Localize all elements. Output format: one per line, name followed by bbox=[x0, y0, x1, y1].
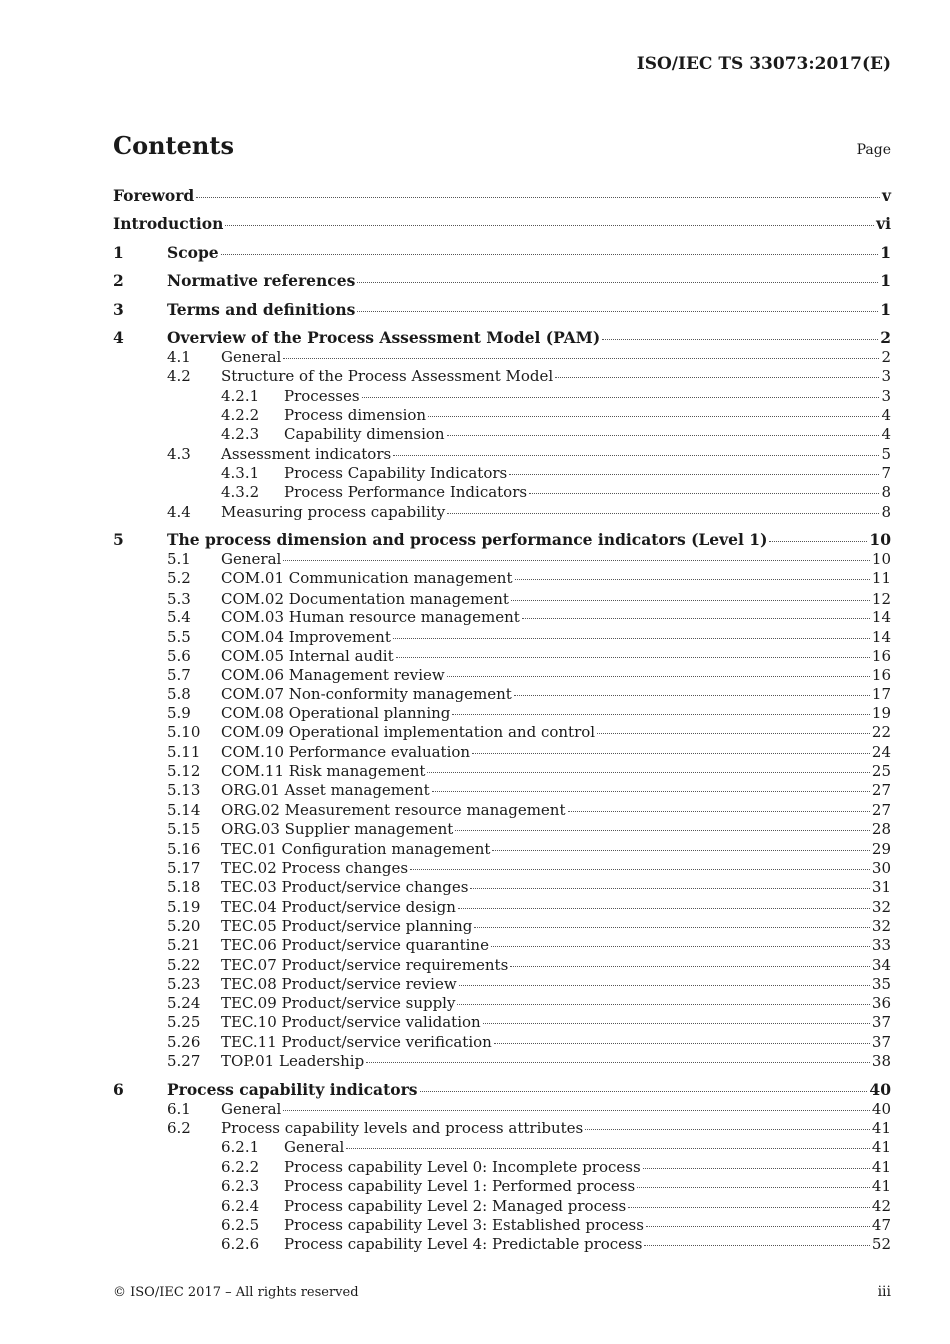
toc-entry-title: Assessment indicators bbox=[221, 445, 392, 463]
toc-entry-title: Processes bbox=[284, 387, 360, 405]
toc-entry-title: ORG.03 Supplier management bbox=[221, 820, 454, 838]
toc-entry-title: TEC.02 Process changes bbox=[221, 859, 409, 877]
toc-entry-page: 4 bbox=[881, 406, 891, 424]
toc-entry-page: 37 bbox=[871, 1033, 891, 1051]
toc-entry-page: 5 bbox=[881, 445, 891, 463]
toc-entry-title: ORG.02 Measurement resource management bbox=[221, 801, 566, 819]
document-id: ISO/IEC TS 33073:2017(E) bbox=[636, 54, 891, 74]
toc-entry-title: Process capability Level 1: Performed process bbox=[284, 1177, 636, 1195]
toc-entry-page: 24 bbox=[871, 743, 891, 761]
toc-entry[interactable] bbox=[113, 444, 891, 464]
toc-entry-page: 41 bbox=[871, 1119, 891, 1137]
toc-entry-title: COM.03 Human resource management bbox=[221, 608, 520, 626]
toc-leader-dots bbox=[474, 926, 870, 928]
toc-entry-title: COM.01 Communication management bbox=[221, 569, 513, 587]
toc-entry[interactable] bbox=[113, 1051, 891, 1071]
toc-entry-number: 5.10 bbox=[167, 723, 201, 741]
toc-entry-page: 36 bbox=[871, 994, 891, 1012]
toc-entry-title: TEC.07 Product/service requirements bbox=[221, 956, 509, 974]
toc-entry-title: General bbox=[221, 1100, 282, 1118]
toc-leader-dots bbox=[597, 732, 870, 734]
toc-entry-page: 41 bbox=[871, 1138, 891, 1156]
toc-entry-page: v bbox=[881, 186, 891, 205]
toc-entry[interactable] bbox=[113, 1176, 891, 1196]
toc-entry[interactable] bbox=[113, 347, 891, 367]
toc-entry-number: 5.7 bbox=[167, 666, 191, 684]
toc-entry[interactable] bbox=[113, 1137, 891, 1157]
toc-leader-dots bbox=[283, 559, 870, 561]
toc-entry[interactable] bbox=[113, 684, 891, 704]
toc-leader-dots bbox=[483, 1022, 870, 1024]
toc-entry-page: 1 bbox=[880, 271, 891, 290]
toc-entry-page: 42 bbox=[871, 1197, 891, 1215]
toc-entry-page: 41 bbox=[871, 1158, 891, 1176]
toc-leader-dots bbox=[510, 965, 870, 967]
toc-entry-page: 32 bbox=[871, 898, 891, 916]
toc-entry[interactable] bbox=[113, 722, 891, 742]
toc-entry-title: COM.02 Documentation management bbox=[221, 590, 509, 608]
toc-entry-number: 4 bbox=[113, 328, 124, 347]
toc-entry-number: 5.19 bbox=[167, 898, 201, 916]
toc-leader-dots bbox=[283, 357, 879, 359]
toc-entry[interactable] bbox=[113, 877, 891, 897]
toc-entry-page: 32 bbox=[871, 917, 891, 935]
toc-entry-number: 5.9 bbox=[167, 704, 191, 722]
toc-entry[interactable] bbox=[113, 366, 891, 386]
toc-entry-page: 30 bbox=[871, 859, 891, 877]
toc-entry-page: 3 bbox=[881, 387, 891, 405]
toc-entry-page: 8 bbox=[881, 503, 891, 521]
toc-entry-page: 38 bbox=[871, 1052, 891, 1070]
toc-entry[interactable] bbox=[113, 839, 891, 859]
toc-entry-number: 5.24 bbox=[167, 994, 201, 1012]
toc-entry-page: 27 bbox=[871, 781, 891, 799]
toc-entry-title: Process capability Level 0: Incomplete process bbox=[284, 1158, 641, 1176]
toc-leader-dots bbox=[393, 454, 879, 456]
contents-title: Contents bbox=[113, 131, 234, 160]
toc-entry-number: 4.3.1 bbox=[221, 464, 260, 482]
toc-leader-dots bbox=[628, 1206, 870, 1208]
toc-entry[interactable] bbox=[113, 1234, 891, 1254]
toc-entry[interactable] bbox=[113, 1032, 891, 1052]
toc-entry-title: TEC.11 Product/service verification bbox=[221, 1033, 492, 1051]
toc-entry-number: 4.2.3 bbox=[221, 425, 260, 443]
toc-entry-number: 5.1 bbox=[167, 550, 191, 568]
toc-leader-dots bbox=[283, 1109, 870, 1111]
toc-entry-page: 40 bbox=[871, 1100, 891, 1118]
toc-entry-page: 2 bbox=[880, 328, 891, 347]
toc-entry-title: Process capability Level 3: Established process bbox=[284, 1216, 644, 1234]
toc-entry-title: COM.05 Internal audit bbox=[221, 647, 394, 665]
toc-entry-number: 5.23 bbox=[167, 975, 201, 993]
toc-entry[interactable] bbox=[113, 800, 891, 820]
footer-copyright: © ISO/IEC 2017 – All rights reserved bbox=[113, 1285, 359, 1300]
toc-leader-dots bbox=[420, 1090, 868, 1092]
toc-leader-dots bbox=[509, 473, 879, 475]
toc-entry-page: 47 bbox=[871, 1216, 891, 1234]
toc-leader-dots bbox=[602, 338, 878, 340]
toc-entry-title: General bbox=[284, 1138, 345, 1156]
toc-leader-dots bbox=[447, 512, 879, 514]
toc-entry-title: TEC.01 Configuration management bbox=[221, 840, 491, 858]
toc-entry-page: 10 bbox=[869, 530, 891, 549]
toc-entry[interactable] bbox=[113, 549, 891, 569]
toc-entry-title: COM.06 Management review bbox=[221, 666, 445, 684]
toc-entry-number: 5.6 bbox=[167, 647, 191, 665]
toc-entry-page: 10 bbox=[871, 550, 891, 568]
toc-leader-dots bbox=[459, 984, 870, 986]
toc-entry-number: 4.2.2 bbox=[221, 406, 260, 424]
toc-entry-number: 5.20 bbox=[167, 917, 201, 935]
toc-entry-title: COM.11 Risk management bbox=[221, 762, 426, 780]
toc-entry[interactable] bbox=[113, 1157, 891, 1177]
toc-entry-title: ORG.01 Asset management bbox=[221, 781, 430, 799]
toc-entry-number: 4.4 bbox=[167, 503, 191, 521]
toc-entry[interactable] bbox=[113, 186, 891, 206]
toc-entry-number: 6.2.4 bbox=[221, 1197, 260, 1215]
toc-leader-dots bbox=[366, 1061, 870, 1063]
toc-leader-dots bbox=[492, 849, 870, 851]
toc-entry-page: 1 bbox=[880, 300, 891, 319]
toc-leader-dots bbox=[555, 376, 879, 378]
footer-page-number: iii bbox=[877, 1284, 891, 1300]
page-column-label: Page bbox=[856, 142, 891, 158]
toc-leader-dots bbox=[470, 887, 869, 889]
toc-entry-number: 5.4 bbox=[167, 608, 191, 626]
toc-entry-number: 1 bbox=[113, 243, 124, 262]
toc-entry-page: 37 bbox=[871, 1013, 891, 1031]
toc-entry[interactable] bbox=[113, 1196, 891, 1216]
toc-entry-page: 22 bbox=[871, 723, 891, 741]
toc-leader-dots bbox=[494, 1042, 870, 1044]
toc-entry[interactable] bbox=[113, 463, 891, 483]
toc-entry-title: Structure of the Process Assessment Model bbox=[221, 367, 554, 385]
toc-entry-title: Scope bbox=[167, 243, 219, 262]
toc-entry-number: 5.22 bbox=[167, 956, 201, 974]
toc-leader-dots bbox=[644, 1244, 869, 1246]
toc-entry-number: 5.26 bbox=[167, 1033, 201, 1051]
toc-entry[interactable] bbox=[113, 300, 891, 320]
toc-entry[interactable] bbox=[113, 955, 891, 975]
toc-entry-page: 19 bbox=[871, 704, 891, 722]
toc-entry[interactable] bbox=[113, 1012, 891, 1032]
toc-leader-dots bbox=[643, 1167, 870, 1169]
toc-entry-title: Process capability indicators bbox=[167, 1080, 418, 1099]
toc-entry[interactable] bbox=[113, 974, 891, 994]
toc-entry-title: Capability dimension bbox=[284, 425, 445, 443]
toc-entry[interactable] bbox=[113, 761, 891, 781]
toc-leader-dots bbox=[529, 492, 879, 494]
toc-entry[interactable] bbox=[113, 780, 891, 800]
toc-entry-number: 5.5 bbox=[167, 628, 191, 646]
toc-leader-dots bbox=[646, 1225, 870, 1227]
toc-entry[interactable] bbox=[113, 627, 891, 647]
toc-entry-page: 27 bbox=[871, 801, 891, 819]
toc-entry-number: 5.11 bbox=[167, 743, 201, 761]
toc-entry-page: 29 bbox=[871, 840, 891, 858]
toc-leader-dots bbox=[357, 281, 878, 283]
toc-entry[interactable] bbox=[113, 993, 891, 1013]
toc-entry[interactable] bbox=[113, 1215, 891, 1235]
toc-entry-title: TEC.10 Product/service validation bbox=[221, 1013, 481, 1031]
toc-entry[interactable] bbox=[113, 819, 891, 839]
toc-leader-dots bbox=[346, 1147, 870, 1149]
toc-entry-number: 6.1 bbox=[167, 1100, 191, 1118]
toc-entry[interactable] bbox=[113, 386, 891, 406]
toc-entry[interactable] bbox=[113, 742, 891, 762]
toc-entry-page: 8 bbox=[881, 483, 891, 501]
toc-entry-title: TEC.03 Product/service changes bbox=[221, 878, 469, 896]
toc-entry-page: 1 bbox=[880, 243, 891, 262]
toc-leader-dots bbox=[428, 415, 879, 417]
toc-entry-title: Overview of the Process Assessment Model (PAM) bbox=[167, 328, 601, 347]
toc-entry-title: TEC.05 Product/service planning bbox=[221, 917, 473, 935]
toc-entry-number: 6.2 bbox=[167, 1119, 191, 1137]
toc-entry-number: 4.1 bbox=[167, 348, 191, 366]
toc-entry-number: 6.2.3 bbox=[221, 1177, 260, 1195]
toc-entry-number: 5.27 bbox=[167, 1052, 201, 1070]
toc-entry-number: 6.2.5 bbox=[221, 1216, 260, 1234]
toc-entry-page: 16 bbox=[871, 666, 891, 684]
toc-entry-number: 5.21 bbox=[167, 936, 201, 954]
toc-entry-number: 5.16 bbox=[167, 840, 201, 858]
toc-entry-page: 2 bbox=[881, 348, 891, 366]
toc-entry-number: 2 bbox=[113, 271, 124, 290]
toc-entry[interactable] bbox=[113, 703, 891, 723]
toc-entry-number: 5 bbox=[113, 530, 124, 549]
toc-entry-title: COM.04 Improvement bbox=[221, 628, 391, 646]
toc-leader-dots bbox=[196, 196, 880, 198]
toc-leader-dots bbox=[225, 224, 874, 226]
toc-entry-page: 16 bbox=[871, 647, 891, 665]
toc-entry-title: Terms and definitions bbox=[167, 300, 356, 319]
toc-leader-dots bbox=[515, 578, 870, 580]
toc-leader-dots bbox=[362, 396, 880, 398]
toc-leader-dots bbox=[447, 434, 880, 436]
toc-leader-dots bbox=[458, 907, 870, 909]
toc-entry[interactable] bbox=[113, 1080, 891, 1100]
toc-entry-page: 28 bbox=[871, 820, 891, 838]
toc-entry-title: TEC.06 Product/service quarantine bbox=[221, 936, 489, 954]
toc-entry-title: COM.08 Operational planning bbox=[221, 704, 451, 722]
toc-entry[interactable] bbox=[113, 328, 891, 348]
toc-entry[interactable] bbox=[113, 646, 891, 666]
toc-leader-dots bbox=[472, 752, 870, 754]
toc-entry[interactable] bbox=[113, 271, 891, 291]
toc-entry-number: 5.8 bbox=[167, 685, 191, 703]
toc-entry-number: 5.12 bbox=[167, 762, 201, 780]
toc-entry-number: 6 bbox=[113, 1080, 124, 1099]
toc-entry-number: 5.2 bbox=[167, 569, 191, 587]
toc-entry-number: 5.18 bbox=[167, 878, 201, 896]
toc-entry-title: Process Performance Indicators bbox=[284, 483, 528, 501]
toc-entry-page: vi bbox=[876, 214, 891, 233]
toc-entry-number: 5.17 bbox=[167, 859, 201, 877]
toc-entry-number: 6.2.1 bbox=[221, 1138, 260, 1156]
toc-entry-title: Introduction bbox=[113, 214, 224, 233]
toc-leader-dots bbox=[491, 945, 870, 947]
toc-leader-dots bbox=[452, 713, 870, 715]
toc-entry-number: 6.2.6 bbox=[221, 1235, 260, 1253]
toc-entry-page: 34 bbox=[871, 956, 891, 974]
toc-entry-page: 52 bbox=[871, 1235, 891, 1253]
toc-leader-dots bbox=[410, 868, 870, 870]
toc-leader-dots bbox=[357, 310, 878, 312]
toc-entry[interactable] bbox=[113, 1118, 891, 1138]
toc-leader-dots bbox=[514, 694, 870, 696]
toc-leader-dots bbox=[427, 771, 869, 773]
toc-entry[interactable] bbox=[113, 935, 891, 955]
toc-entry-number: 6.2.2 bbox=[221, 1158, 260, 1176]
toc-entry[interactable] bbox=[113, 502, 891, 522]
toc-entry-number: 3 bbox=[113, 300, 124, 319]
toc-entry-page: 31 bbox=[871, 878, 891, 896]
toc-leader-dots bbox=[393, 637, 870, 639]
toc-entry-title: General bbox=[221, 550, 282, 568]
toc-entry-number: 5.13 bbox=[167, 781, 201, 799]
toc-entry-title: TEC.08 Product/service review bbox=[221, 975, 457, 993]
toc-entry-title: Measuring process capability bbox=[221, 503, 446, 521]
toc-entry-number: 5.14 bbox=[167, 801, 201, 819]
toc-entry[interactable] bbox=[113, 568, 891, 588]
toc-leader-dots bbox=[457, 1003, 869, 1005]
toc-entry[interactable] bbox=[113, 214, 891, 234]
toc-entry-number: 5.25 bbox=[167, 1013, 201, 1031]
toc-leader-dots bbox=[585, 1128, 870, 1130]
toc-leader-dots bbox=[769, 540, 867, 542]
toc-entry-page: 4 bbox=[881, 425, 891, 443]
toc-entry-page: 7 bbox=[881, 464, 891, 482]
toc-entry-page: 25 bbox=[871, 762, 891, 780]
toc-entry-title: TEC.09 Product/service supply bbox=[221, 994, 456, 1012]
toc-entry[interactable] bbox=[113, 482, 891, 502]
toc-entry[interactable] bbox=[113, 897, 891, 917]
toc-entry-title: COM.07 Non-conformity management bbox=[221, 685, 512, 703]
toc-entry[interactable] bbox=[113, 1099, 891, 1119]
toc-entry[interactable] bbox=[113, 607, 891, 627]
toc-leader-dots bbox=[221, 253, 879, 255]
toc-entry-number: 4.2 bbox=[167, 367, 191, 385]
toc-entry-title: Process capability Level 4: Predictable process bbox=[284, 1235, 643, 1253]
toc-entry-title: Foreword bbox=[113, 186, 195, 205]
toc-entry-title: Normative references bbox=[167, 271, 356, 290]
toc-entry[interactable] bbox=[113, 665, 891, 685]
toc-entry-title: General bbox=[221, 348, 282, 366]
toc-entry[interactable] bbox=[113, 243, 891, 263]
toc-entry-page: 14 bbox=[871, 628, 891, 646]
toc-entry-number: 5.15 bbox=[167, 820, 201, 838]
toc-entry-page: 11 bbox=[871, 569, 891, 587]
toc-leader-dots bbox=[568, 810, 870, 812]
toc-entry[interactable] bbox=[113, 530, 891, 550]
toc-entry-number: 4.3.2 bbox=[221, 483, 260, 501]
toc-entry[interactable] bbox=[113, 405, 891, 425]
toc-leader-dots bbox=[432, 790, 870, 792]
toc-entry[interactable] bbox=[113, 589, 891, 609]
toc-entry-title: COM.10 Performance evaluation bbox=[221, 743, 471, 761]
toc-entry-page: 14 bbox=[871, 608, 891, 626]
toc-leader-dots bbox=[511, 599, 870, 601]
toc-entry-title: TOP.01 Leadership bbox=[221, 1052, 365, 1070]
toc-entry-page: 12 bbox=[871, 590, 891, 608]
toc-leader-dots bbox=[396, 656, 870, 658]
toc-entry-page: 41 bbox=[871, 1177, 891, 1195]
toc-entry-number: 4.2.1 bbox=[221, 387, 260, 405]
toc-leader-dots bbox=[522, 617, 870, 619]
toc-entry-title: Process Capability Indicators bbox=[284, 464, 508, 482]
toc-entry[interactable] bbox=[113, 424, 891, 444]
toc-entry-title: The process dimension and process performance indicators (Level 1) bbox=[167, 530, 768, 549]
toc-entry-page: 17 bbox=[871, 685, 891, 703]
toc-entry-number: 5.3 bbox=[167, 590, 191, 608]
toc-entry[interactable] bbox=[113, 916, 891, 936]
toc-entry-title: COM.09 Operational implementation and control bbox=[221, 723, 596, 741]
toc-entry-page: 33 bbox=[871, 936, 891, 954]
toc-entry-page: 3 bbox=[881, 367, 891, 385]
toc-entry-title: Process dimension bbox=[284, 406, 427, 424]
toc-leader-dots bbox=[455, 829, 870, 831]
toc-leader-dots bbox=[637, 1186, 870, 1188]
toc-entry-title: Process capability levels and process attributes bbox=[221, 1119, 584, 1137]
toc-entry-title: TEC.04 Product/service design bbox=[221, 898, 456, 916]
toc-entry[interactable] bbox=[113, 858, 891, 878]
toc-entry-page: 35 bbox=[871, 975, 891, 993]
toc-entry-title: Process capability Level 2: Managed process bbox=[284, 1197, 627, 1215]
toc-entry-page: 40 bbox=[869, 1080, 891, 1099]
toc-leader-dots bbox=[447, 675, 870, 677]
toc-entry-number: 4.3 bbox=[167, 445, 191, 463]
